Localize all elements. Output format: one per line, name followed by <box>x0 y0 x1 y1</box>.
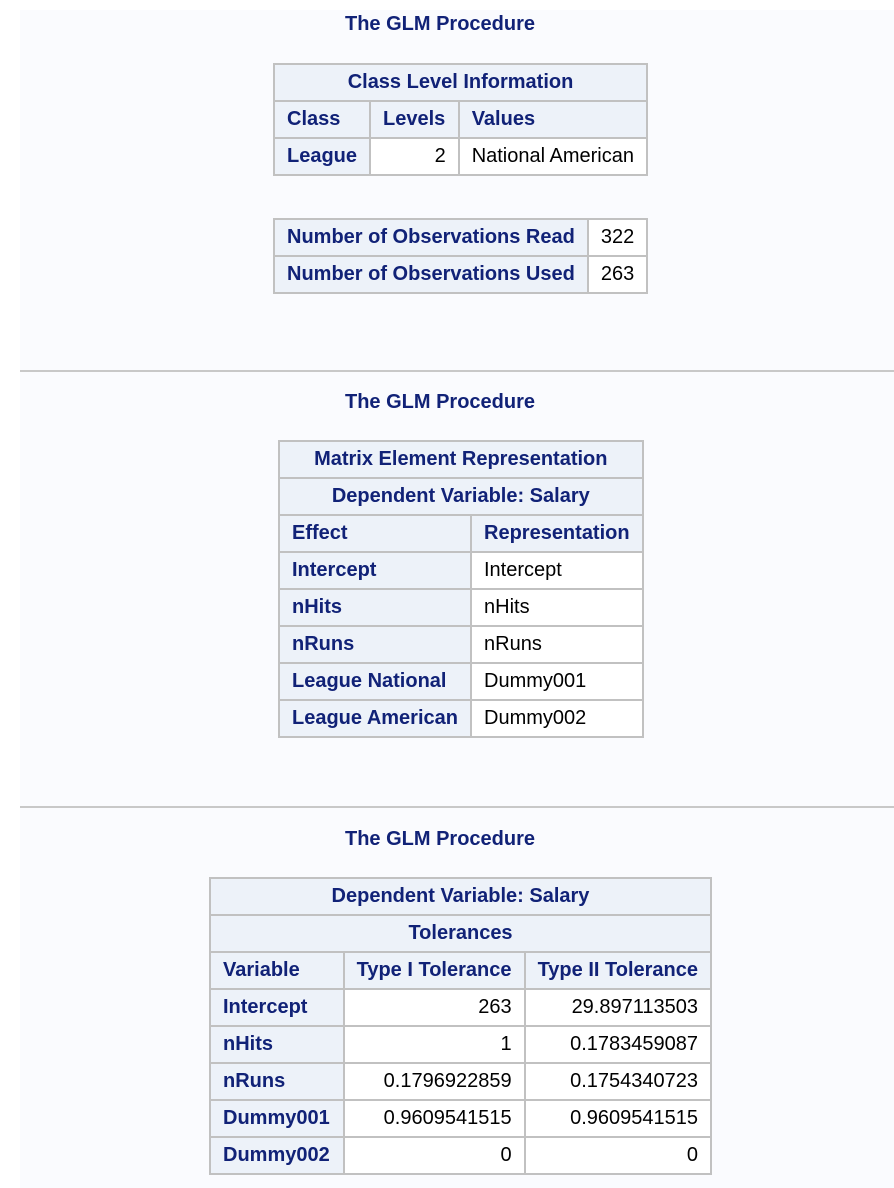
matrix-element-table <box>278 440 644 738</box>
table-row <box>279 552 643 589</box>
header-values: Values <box>459 101 647 138</box>
class-name-cell: League <box>274 138 370 175</box>
variable-cell: nRuns <box>210 1063 344 1100</box>
table-row <box>279 589 643 626</box>
matrix-caption: Matrix Element Representation <box>279 441 643 478</box>
table-row <box>210 1137 711 1174</box>
type1-cell: 0.1796922859 <box>344 1063 525 1100</box>
table-row <box>279 663 643 700</box>
table-row <box>210 1100 711 1137</box>
values-cell: National American <box>459 138 647 175</box>
tolerances-subcaption: Tolerances <box>210 915 711 952</box>
representation-cell: nRuns <box>471 626 643 663</box>
header-levels: Levels <box>370 101 459 138</box>
effect-cell: nRuns <box>279 626 471 663</box>
header-class: Class <box>274 101 370 138</box>
table-row <box>279 700 643 737</box>
header-representation: Representation <box>471 515 643 552</box>
representation-cell: Intercept <box>471 552 643 589</box>
variable-cell: Dummy002 <box>210 1137 344 1174</box>
type1-cell: 0 <box>344 1137 525 1174</box>
table-row <box>210 1026 711 1063</box>
effect-cell: League National <box>279 663 471 700</box>
representation-cell: nHits <box>471 589 643 626</box>
class-level-table <box>273 63 648 176</box>
type2-cell: 0.9609541515 <box>525 1100 711 1137</box>
table-row <box>210 1063 711 1100</box>
representation-cell: Dummy001 <box>471 663 643 700</box>
variable-cell: Dummy001 <box>210 1100 344 1137</box>
representation-cell: Dummy002 <box>471 700 643 737</box>
type1-cell: 0.9609541515 <box>344 1100 525 1137</box>
observations-table <box>273 218 648 294</box>
type2-cell: 0.1783459087 <box>525 1026 711 1063</box>
levels-cell: 2 <box>370 138 459 175</box>
matrix-subcaption: Dependent Variable: Salary <box>279 478 643 515</box>
obs-read-label: Number of Observations Read <box>274 219 588 256</box>
procedure-title-3: The GLM Procedure <box>344 828 536 850</box>
table-row <box>274 256 647 293</box>
obs-used-label: Number of Observations Used <box>274 256 588 293</box>
header-type2-tolerance: Type II Tolerance <box>525 952 711 989</box>
table-row <box>279 626 643 663</box>
obs-read-value: 322 <box>588 219 647 256</box>
type2-cell: 29.897113503 <box>525 989 711 1026</box>
variable-cell: Intercept <box>210 989 344 1026</box>
table-row <box>274 219 647 256</box>
class-level-caption: Class Level Information <box>274 64 647 101</box>
header-effect: Effect <box>279 515 471 552</box>
tolerances-table <box>209 877 712 1175</box>
procedure-title-1: The GLM Procedure <box>344 13 536 35</box>
tolerances-caption: Dependent Variable: Salary <box>210 878 711 915</box>
header-type1-tolerance: Type I Tolerance <box>344 952 525 989</box>
effect-cell: League American <box>279 700 471 737</box>
table-row <box>274 138 647 175</box>
procedure-title-2: The GLM Procedure <box>344 391 536 413</box>
table-row <box>210 989 711 1026</box>
effect-cell: Intercept <box>279 552 471 589</box>
type1-cell: 1 <box>344 1026 525 1063</box>
type2-cell: 0.1754340723 <box>525 1063 711 1100</box>
type2-cell: 0 <box>525 1137 711 1174</box>
type1-cell: 263 <box>344 989 525 1026</box>
obs-used-value: 263 <box>588 256 647 293</box>
effect-cell: nHits <box>279 589 471 626</box>
variable-cell: nHits <box>210 1026 344 1063</box>
header-variable: Variable <box>210 952 344 989</box>
